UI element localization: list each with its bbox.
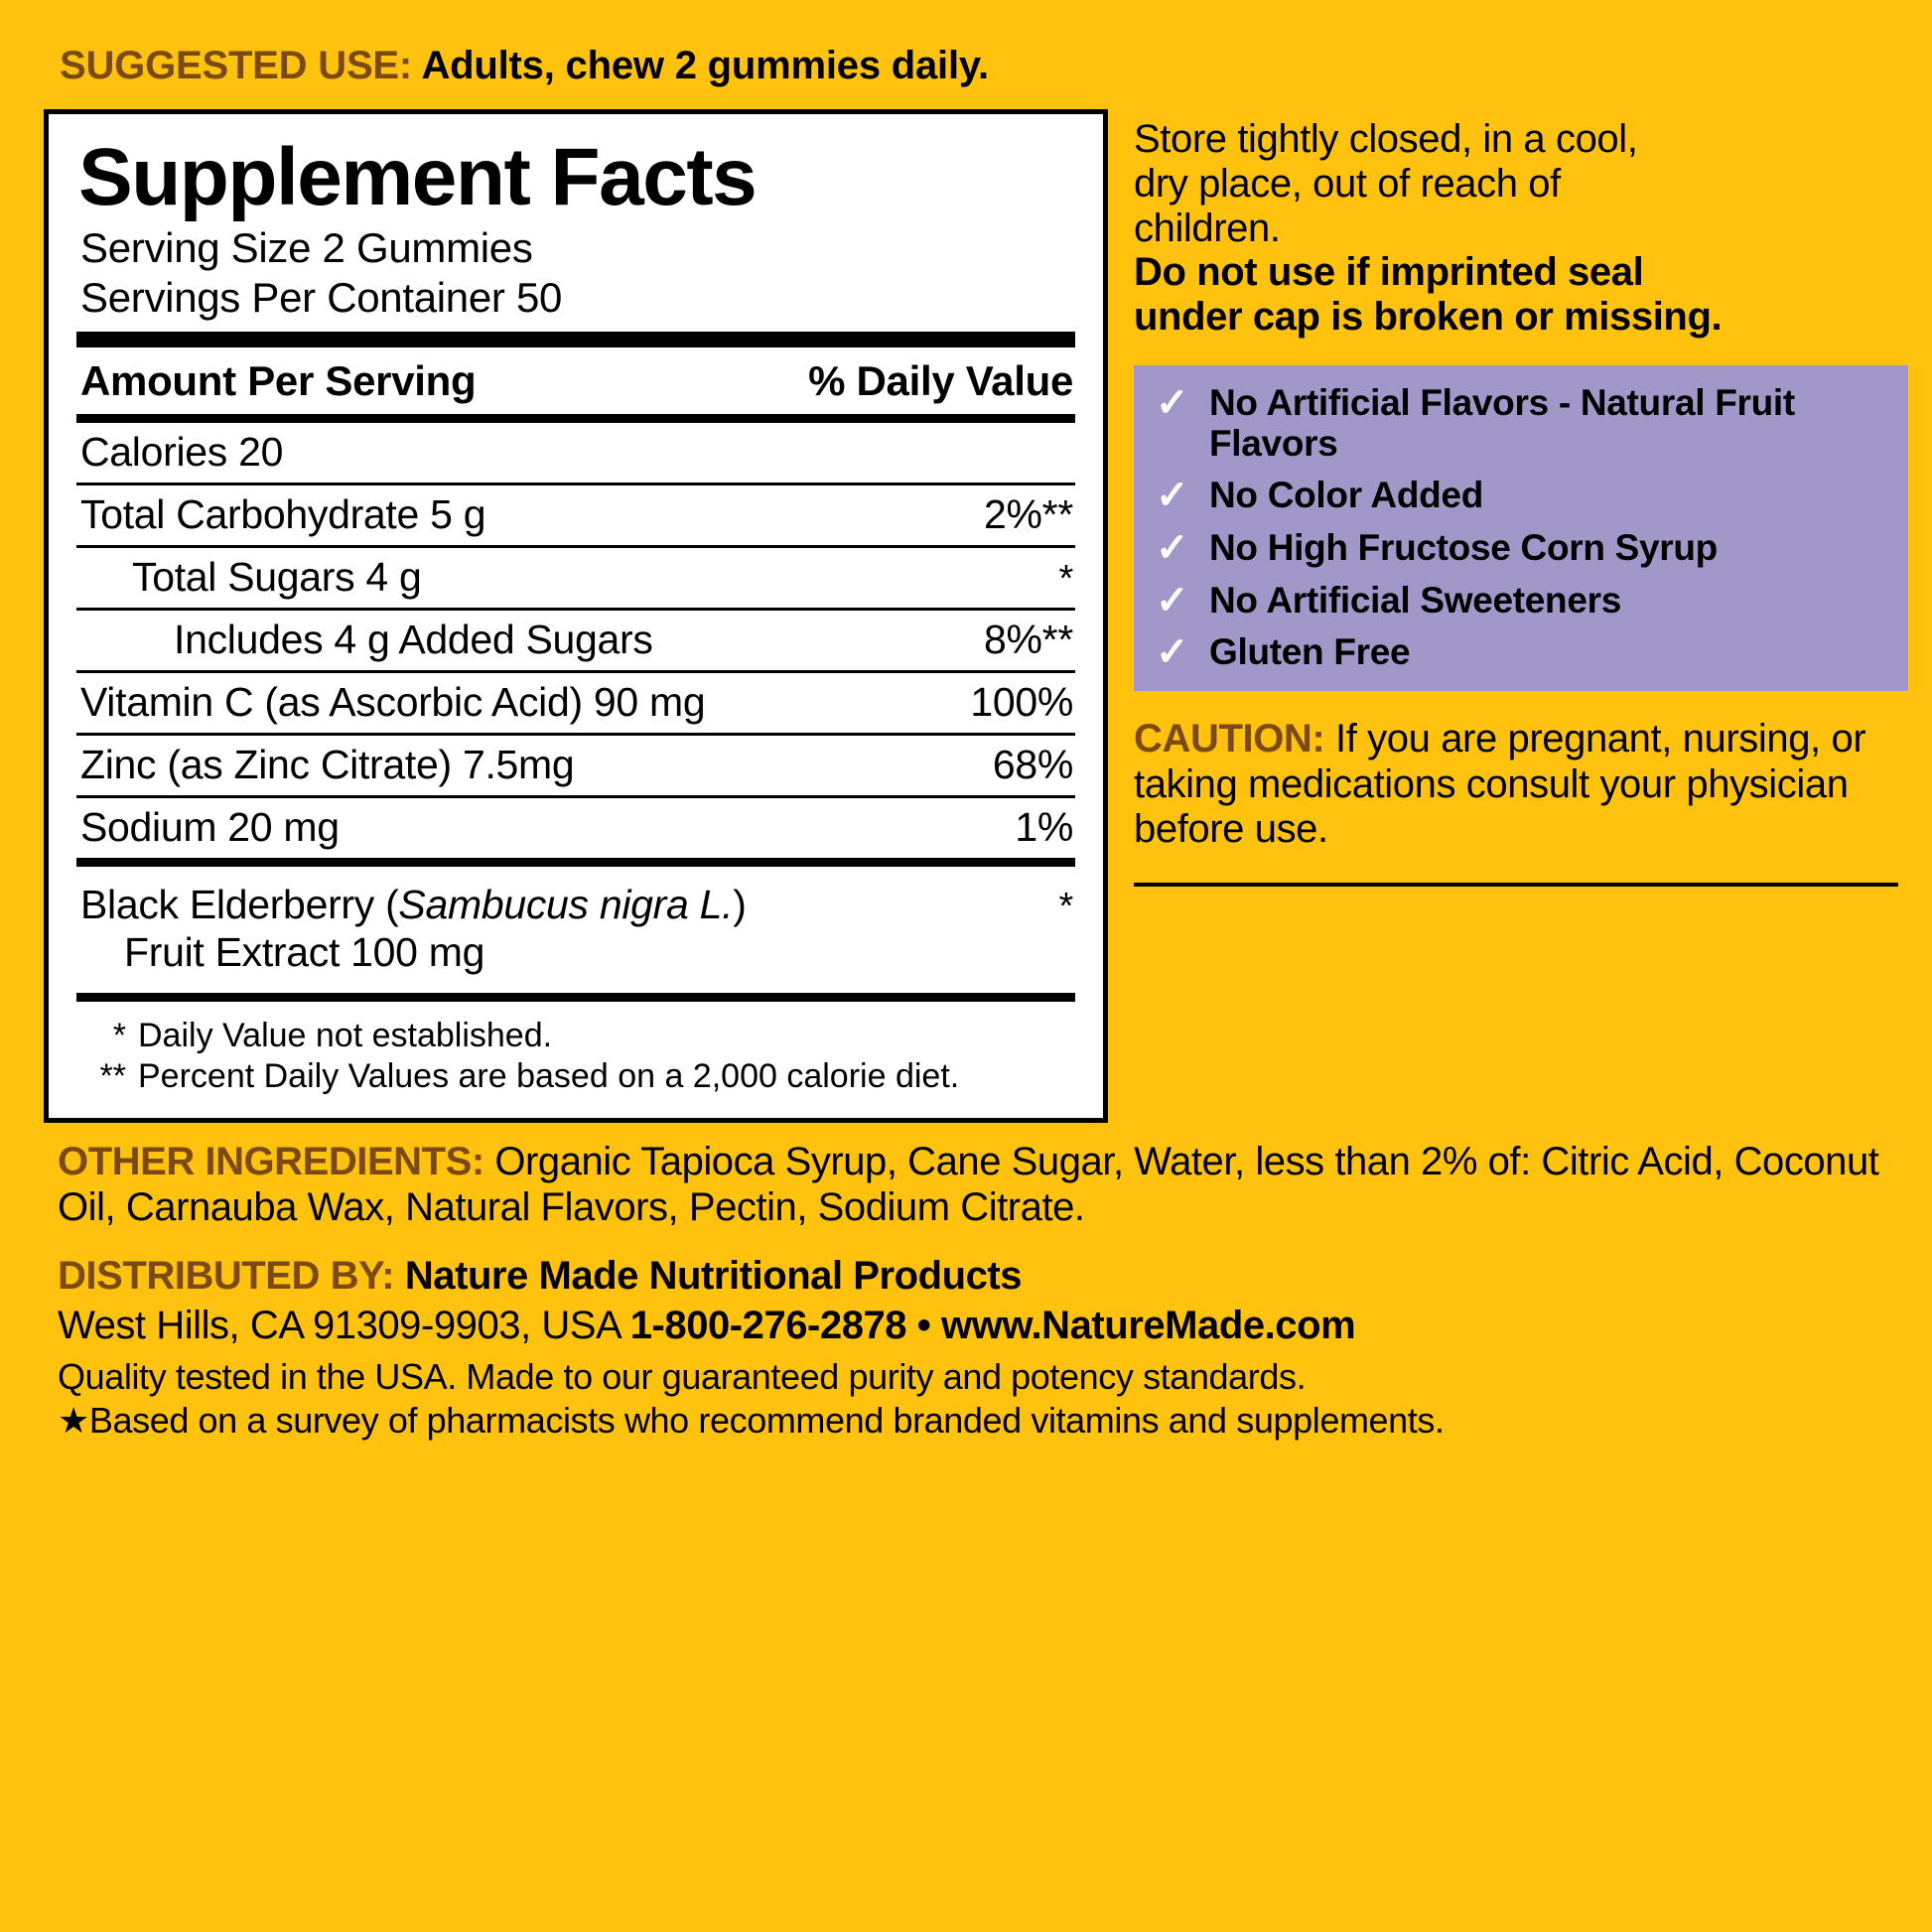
footnote-mark: ** [99, 1057, 126, 1096]
distributed-by-line-2 [58, 1302, 1882, 1349]
daily-value-header: % Daily Value [808, 357, 1073, 405]
main-columns [44, 109, 1888, 1123]
nutrient-dv: * [1058, 558, 1073, 601]
claim-item [1156, 476, 1898, 516]
website-link[interactable]: www.NatureMade.com [941, 1304, 1356, 1348]
nutrient-name: Includes 4 g Added Sugars [174, 617, 653, 663]
caution-label: CAUTION: [1134, 717, 1325, 761]
elderberry-row [70, 867, 1081, 993]
distributed-by-label: DISTRIBUTED BY: [58, 1254, 395, 1299]
nutrient-name: Vitamin C (as Ascorbic Acid) 90 mg [80, 679, 706, 726]
quality-statement: Quality tested in the USA. Made to our guaranteed purity and potency standards. [58, 1356, 1307, 1398]
check-icon: ✓ [1156, 474, 1189, 518]
table-row [70, 548, 1081, 608]
table-row [70, 798, 1081, 858]
serving-size: Serving Size 2 Gummies [80, 224, 533, 272]
footnotes [70, 1002, 1081, 1102]
supplement-facts-panel [44, 109, 1108, 1123]
elderberry-amount: Fruit Extract 100 mg [124, 929, 485, 976]
elderberry-latin-name: Sambucus nigra L. [398, 881, 734, 927]
elderberry-dv: * [1058, 885, 1073, 927]
footnote-mark: * [112, 1016, 126, 1054]
company-address: West Hills, CA 91309-9903, USA [58, 1304, 621, 1348]
claim-label: No Color Added [1209, 475, 1484, 516]
table-row [70, 736, 1081, 795]
claim-label: No High Fructose Corn Syrup [1209, 527, 1718, 569]
survey-statement: ★Based on a survey of pharmacists who recommend branded vitamins and supplements. [58, 1400, 1445, 1442]
facts-column-headers [70, 347, 1081, 414]
company-name: Nature Made Nutritional Products [404, 1254, 1023, 1299]
storage-line-2: dry place, out of reach of [1134, 161, 1561, 206]
check-icon: ✓ [1156, 630, 1189, 675]
distributed-by-block [58, 1252, 1882, 1349]
suggested-use-label: SUGGESTED USE: [60, 44, 413, 87]
seal-warning-line-1: Do not use if imprinted seal [1134, 250, 1644, 295]
other-ingredients-label: OTHER INGREDIENTS: [58, 1139, 484, 1183]
check-icon: ✓ [1156, 380, 1189, 425]
servings-per-container: Servings Per Container 50 [80, 273, 563, 321]
elderberry-name-pre: Black Elderberry ( [80, 881, 399, 927]
elderberry-name [80, 881, 747, 977]
footnote-text: Percent Daily Values are based on a 2,000 calorie diet. [138, 1057, 960, 1096]
fineprint-block [58, 1355, 1882, 1443]
check-icon: ✓ [1156, 578, 1189, 622]
distributed-by-line-1 [58, 1252, 1882, 1300]
divider-medium [76, 414, 1075, 423]
nutrient-dv: 68% [992, 742, 1073, 788]
table-row [70, 611, 1081, 670]
phone-number[interactable]: 1-800-276-2878 [629, 1304, 907, 1348]
claim-item [1156, 578, 1898, 622]
separator-bullet: • [916, 1304, 931, 1348]
table-row [70, 673, 1081, 733]
nutrient-name: Total Sugars 4 g [132, 554, 422, 601]
nutrient-dv: 8%** [984, 617, 1073, 663]
seal-warning-line-2: under cap is broken or missing. [1134, 295, 1723, 340]
divider-medium-2 [76, 858, 1075, 867]
claim-item [1156, 632, 1898, 673]
bottom-section [58, 1139, 1882, 1444]
footnote-item [82, 1056, 1075, 1097]
right-column [1134, 109, 1888, 887]
claim-label: No Artificial Flavors - Natural Fruit Flavors [1209, 381, 1795, 464]
caution-text: If you are pregnant, nursing, or taking medications consult your physician before use. [1134, 717, 1866, 852]
nutrient-dv: 1% [1015, 803, 1073, 850]
other-ingredients-block [58, 1139, 1882, 1231]
nutrient-name: Total Carbohydrate 5 g [80, 491, 486, 538]
suggested-use-text: Adults, chew 2 gummies daily. [421, 44, 989, 87]
caution-block [1134, 717, 1888, 853]
other-ingredients-text: Organic Tapioca Syrup, Cane Sugar, Water, less than 2% of: Citric Acid, Coconut Oil, Carnauba Wax, Natural Flavors, Pectin, Sodium Citrate. [58, 1139, 1879, 1229]
nutrient-name: Calories 20 [80, 429, 284, 476]
suggested-use-line [60, 44, 1888, 87]
storage-line-1: Store tightly closed, in a cool, [1134, 117, 1638, 161]
supplement-facts-title: Supplement Facts [78, 132, 757, 222]
divider-thick-top [76, 332, 1075, 347]
nutrient-dv: 100% [970, 679, 1073, 726]
divider-medium-3 [76, 993, 1075, 1002]
amount-per-serving-header: Amount Per Serving [80, 357, 477, 405]
claim-item [1156, 380, 1898, 464]
claims-panel [1134, 365, 1908, 691]
claim-label: No Artificial Sweeteners [1209, 579, 1622, 621]
check-icon: ✓ [1156, 526, 1189, 571]
storage-line-3: children. [1134, 206, 1281, 250]
footnote-text: Daily Value not established. [138, 1016, 553, 1054]
storage-instructions [1134, 117, 1888, 340]
nutrient-name: Sodium 20 mg [80, 803, 340, 850]
caution-divider [1134, 883, 1898, 887]
claim-item [1156, 528, 1898, 569]
nutrient-name: Zinc (as Zinc Citrate) 7.5mg [80, 742, 575, 788]
table-row [70, 485, 1081, 545]
claim-label: Gluten Free [1209, 631, 1411, 673]
footnote-item [82, 1016, 1075, 1056]
nutrient-dv: 2%** [984, 491, 1073, 538]
table-row [70, 423, 1081, 483]
elderberry-name-post: ) [733, 881, 747, 927]
